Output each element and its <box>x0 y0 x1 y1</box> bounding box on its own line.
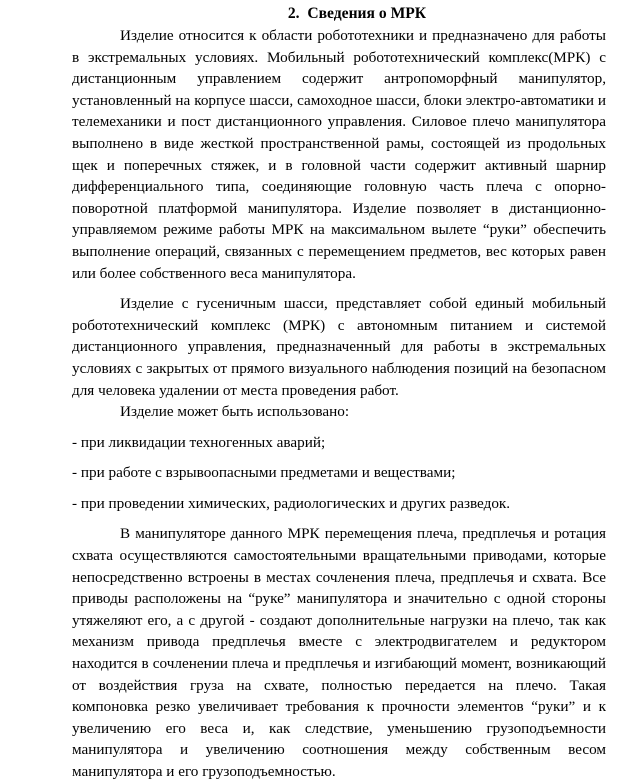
heading-title: Сведения о МРК <box>307 5 427 22</box>
list-item: - при работе с взрывоопасными предметами и веществами; <box>72 464 456 482</box>
document-page <box>72 4 606 783</box>
paragraph-usage-intro: Изделие может быть использовано: <box>120 403 350 421</box>
paragraph-manipulator-drives: В манипуляторе данного МРК перемещения плеча, предплечья и ротация схвата осуществляются самостоятельными вращательными приводами, которые непосредственно встроены в местах сочленения плеча, предплечья и схвата. Все приводы расположены на “руке” манипулятора и значительно с одной стороны утяжеляют его, а с другой - создают дополнительные нагрузки на плечо, так как механизм привода предплечья вместе с электродвигателем и редуктором находится в сочленении плеча и предплечья и изгибающий момент, возникающий от воздействия груза на схвате, полностью передается на плечо. Такая компоновка резко увеличивает требования к прочности элементов “руки” и к увеличению его веса и, как следствие, уменьшению грузоподъемности манипулятора и увеличению соотношения между собственным весом манипулятора и его грузоподъемностью. <box>72 525 606 780</box>
heading-number: 2. <box>287 5 300 22</box>
list-item: - при проведении химических, радиологических и других разведок. <box>72 494 511 512</box>
paragraph-intro: Изделие относится к области робототехники и предназначено для работы в экстремальных условиях. Мобильный робототехнический комплекс(МРК) с дистанционным управлением содержит антропоморфный манипулятор, установленный на корпусе шасси, самоходное шасси, блоки электро-автоматики и телемеханики и пост дистанционного управления. Силовое плечо манипулятора выполнено в виде жесткой пространственной рамы, состоящей из продольных щек и поперечных стяжек, и в головной части содержит активный шарнир дифференциального типа, соединяющие головную часть плеча с опорно-поворотной платформой манипулятора. Изделие позволяет в дистанционно-управляемом режиме работы МРК на максимальном вылете “руки” обеспечить выполнение операций, связанных с перемещением предметов, вес которых равен или более собственного веса манипулятора. <box>72 27 606 282</box>
paragraph-tracked-chassis: Изделие с гусеничным шасси, представляет собой единый мобильный робототехнический комплекс (МРК) с автономным питанием и системой дистанционного управления, предназначенный для работы в экстремальных условиях с закрытых от прямого визуального наблюдения позиций на безопасном для человека удалении от места проведения работ. <box>72 295 606 399</box>
list-item: - при ликвидации техногенных аварий; <box>72 433 326 451</box>
section-heading <box>72 4 606 24</box>
